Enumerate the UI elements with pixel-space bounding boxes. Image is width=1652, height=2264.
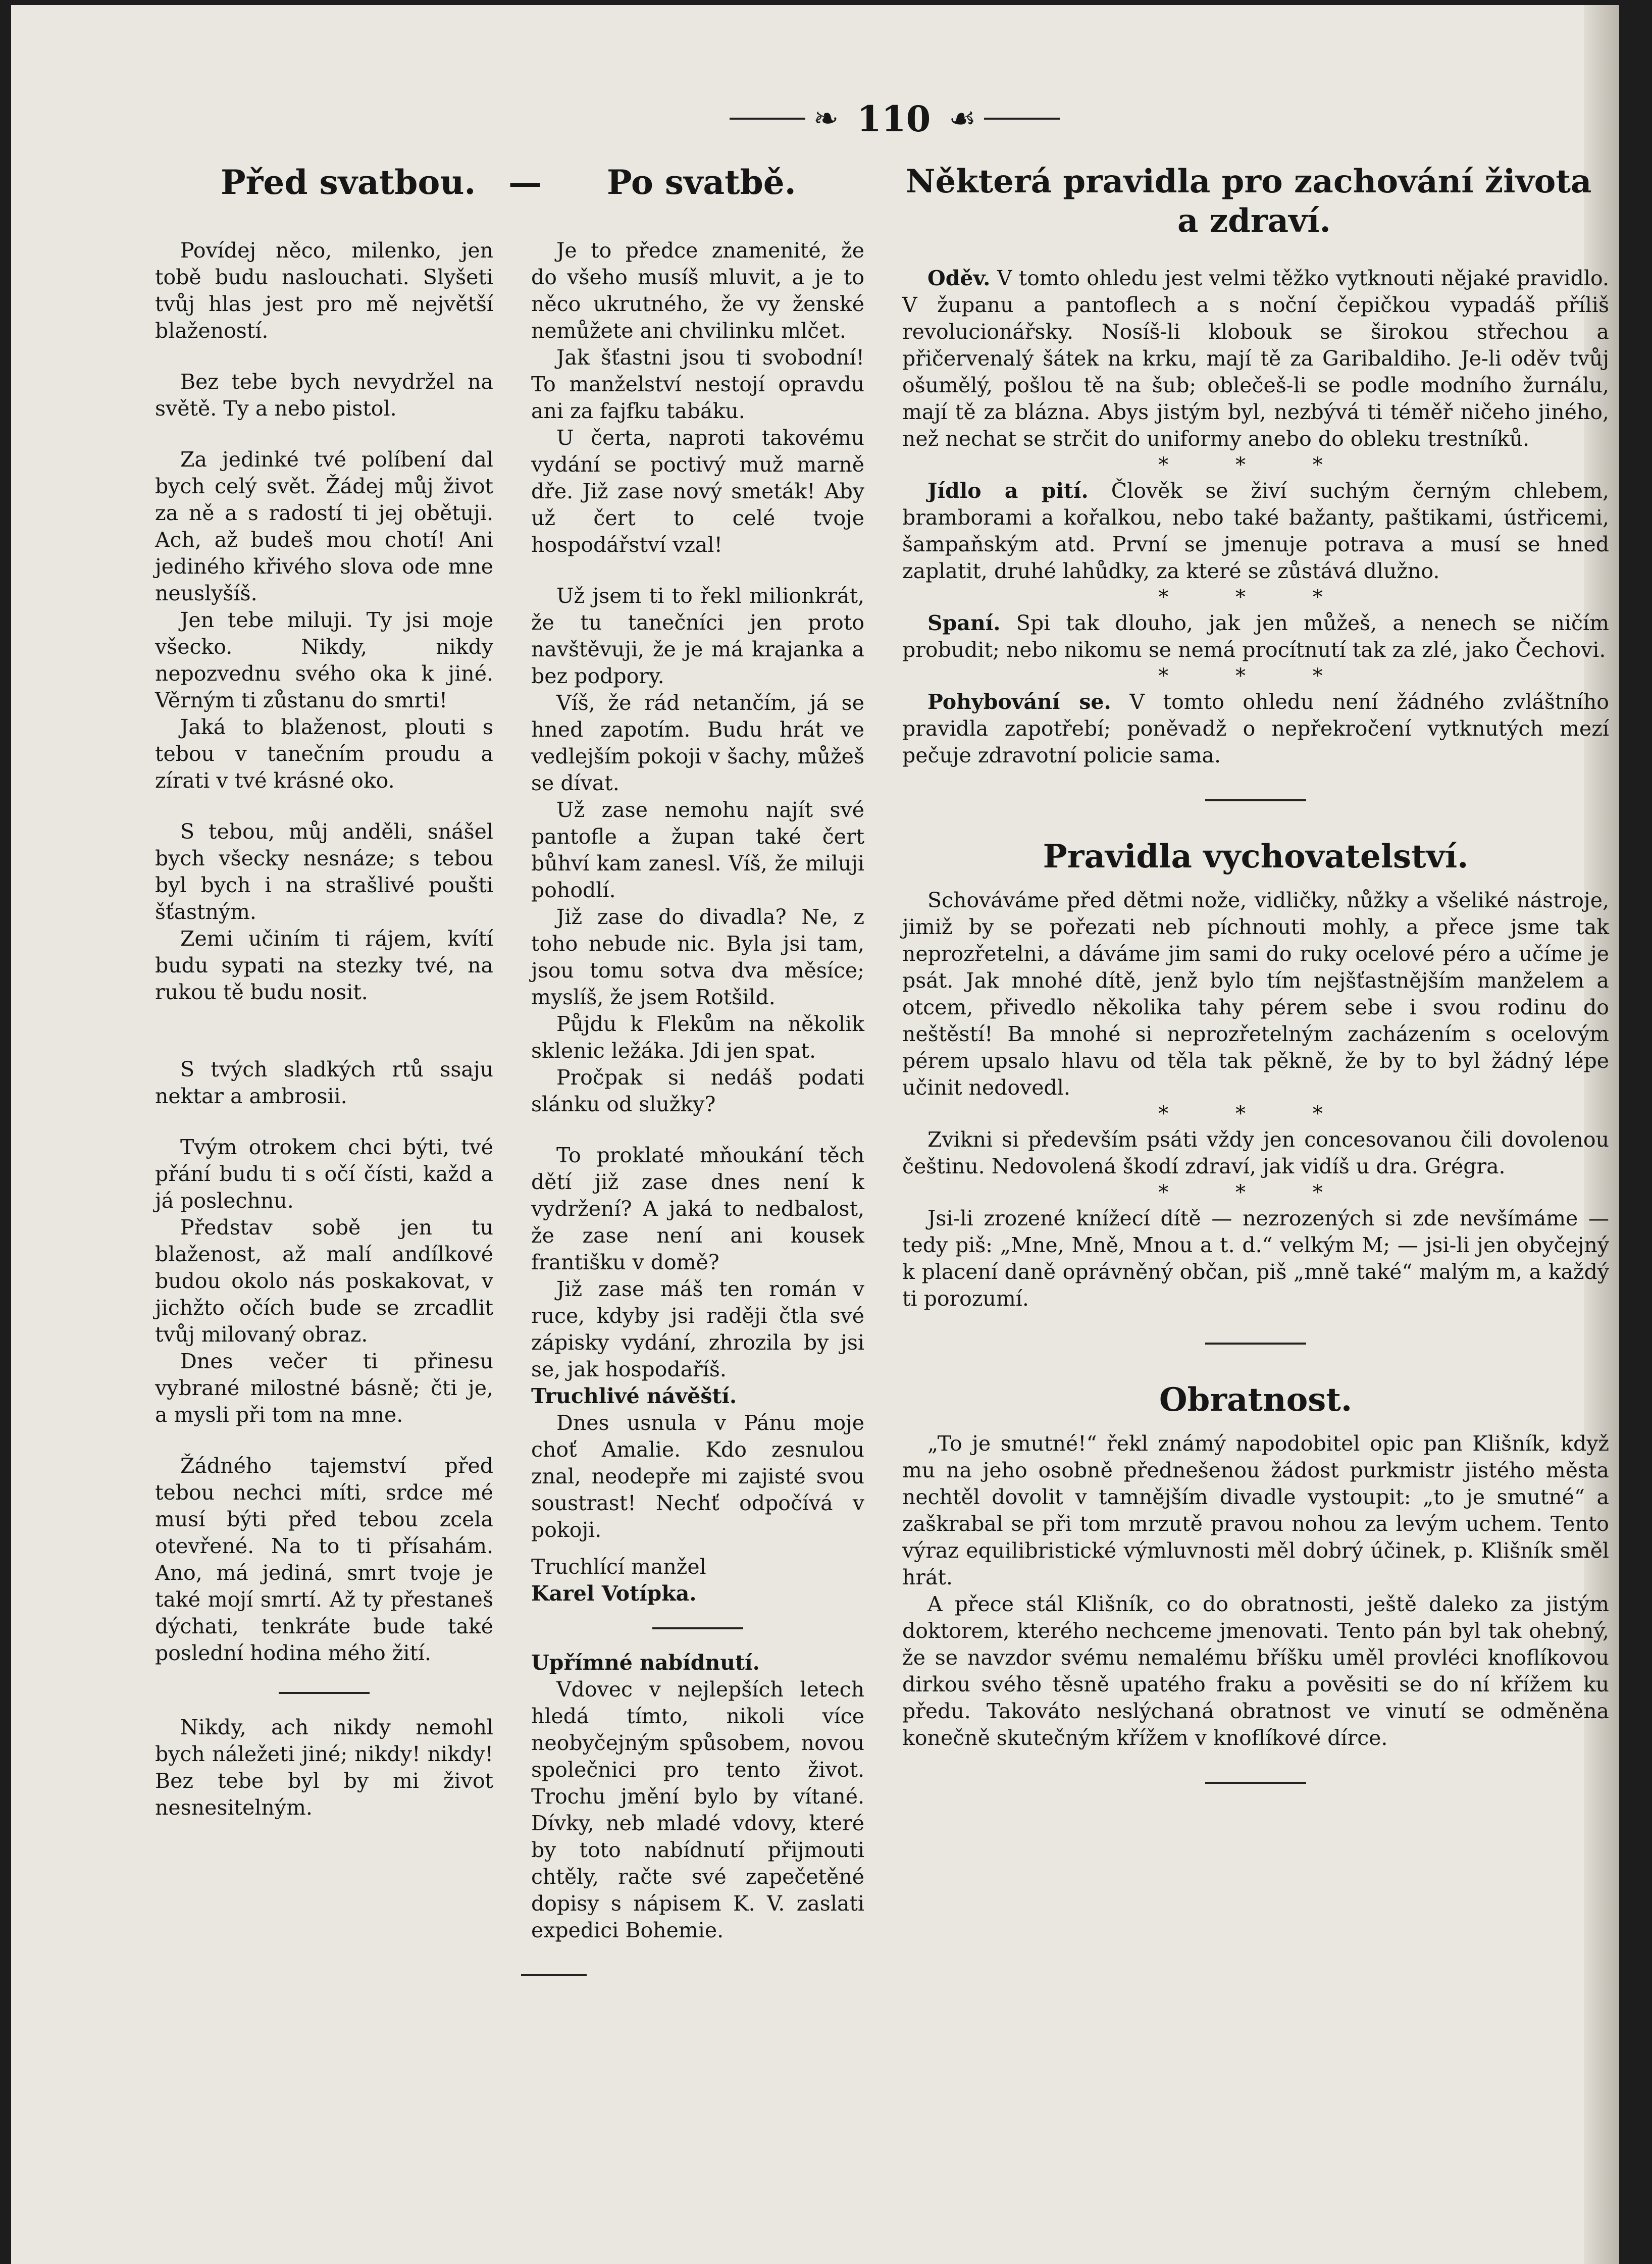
col3-end-rule [1205, 1782, 1306, 1784]
col1-paragraph: S tvých sladkých rtů ssaju nektar a ambrosii. [155, 1057, 493, 1108]
col2-paragraph: Již zase do divadla? Ne, z toho nebude nic. Byla jsi tam, jsou tomu sotva dva měsíce; myslíš, že jsem Rotšild. [531, 905, 864, 1009]
stars-separator: * * * [1158, 1181, 1353, 1204]
mourning-notice-title: Truchlivé návěští. [531, 1384, 737, 1408]
rule-lead: Jídlo a pití. [927, 479, 1089, 503]
column-before-wedding [155, 237, 493, 1821]
col2-paragraph: Víš, že rád netančím, já se hned zapotím. Budu hrát ve vedlejším pokoji v šachy, můžeš se dívat. [531, 691, 864, 795]
title-after-wedding: Po svatbě. [607, 163, 796, 202]
rule-movement [902, 689, 1609, 769]
col2-paragraph: U čerta, naproti takovému vydání se poctivý muž marně dře. Již zase nový smeták! Aby už čert to celé tvoje hospodářství vzal! [531, 426, 864, 557]
title-dash: — [508, 163, 542, 202]
col2-divider [652, 1627, 743, 1629]
newspaper-page [11, 5, 1619, 2264]
col2-paragraph: Už zase nemohu najít své pantofle a župan také čert bůhví kam zanesl. Víš, že miluji pohodlí. [531, 798, 864, 902]
col1-paragraph: Tvým otrokem chci býti, tvé přání budu ti s očí čísti, každ a já poslechnu. [155, 1135, 493, 1213]
col2-paragraph: Jak šťastni jsou ti svobodní! To manželství nestojí opravdu ani za fajfku tabáku. [531, 345, 864, 423]
title-before-wedding: Před svatbou. [221, 163, 476, 202]
rule-text: V tomto ohledu jest velmi těžko vytknouti nějaké pravidlo. V županu a pantoflech a s noční čepičkou vypadáš příliš revolucionářsky. Nosíš-li klobouk se širokou střechou a přičervenalý šátek na krku, mají tě za Garibaldiho. Je-li oděv tvůj ošumělý, pošlou tě na šub; oblečeš-li se podle modního žurnálu, mají tě za blázna. Abys jistým byl, nezbývá ti téměř ničeho jiného, než nechat se strčit do uniformy anebo do obleku trestníků. [902, 266, 1609, 451]
col1-paragraph: Nikdy, ach nikdy nemohl bych náležeti jiné; nikdy! nikdy! Bez tebe byl by mi život nesnesitelným. [155, 1715, 493, 1820]
page-number: 110 [857, 97, 931, 140]
rule-clothing [902, 265, 1609, 452]
col3-divider [1205, 1343, 1306, 1345]
page-header [683, 91, 1107, 146]
education-paragraph: Jsi-li zrozené knížecí dítě — nezrozených si zde nevšímáme — tedy piš: „Mne, Mně, Mnou a t. d.“ velkým M; — jsi-li jen obyčejný k placení daně oprávněný občan, piš „mně také“ malým m, a každý ti porozumí. [902, 1206, 1609, 1311]
education-paragraph: Schováváme před dětmi nože, vidličky, nůžky a všeliké nástroje, jimiž by se pořezati neb píchnouti mohly, a přece jsme tak neprozřetelni, a dáváme jim sami do ruky ocelové péro a učíme je psát. Jak mnohé dítě, jenž bylo tím nejšťastnějším manželem a otcem, přivedlo několika tahy pérem sebe i svou rodinu do neštěstí! Ba mnohé si neprozřetelným zacházením s ocelovým pérem upsalo hlavu od těla tak pěkně, že by to byl žádný lépe učinit nedovedl. [902, 888, 1609, 1100]
col1-paragraph: Za jedinké tvé políbení dal bych celý svět. Žádej můj život za ně a s radostí ti jej obětuji. Ach, až budeš mou chotí! Ani jediného křivého slova ode mne neuslyšíš. [155, 447, 493, 605]
col1-paragraph: Zemi učiním ti rájem, kvítí budu sypati na stezky tvé, na rukou tě budu nosit. [155, 927, 493, 1004]
col2-end-rule [521, 1974, 587, 1976]
obratnost-paragraph: „To je smutné!“ řekl známý napodobitel opic pan Klišník, když mu na jeho osobně přednešenou žádost purkmistr jistého města nechtěl dovolit v tamnějším divadle vystoupit: „to je smutné“ a zaškrabal se při tom mrzutě pravou nohou za levým uchem. Tento výraz equilibristické výmluvnosti měl dobrý účinek, p. Klišník směl hrát. [902, 1431, 1609, 1589]
rule-lead: Spaní. [927, 611, 1001, 635]
col1-paragraph: Dnes večer ti přinesu vybrané milostné básně; čti je, a mysli při tom na mne. [155, 1349, 493, 1427]
ornament-right-icon: ☙ [949, 101, 976, 136]
title-health-rules-line1: Některá pravidla pro zachování života [906, 163, 1592, 200]
title-obratnost: Obratnost. [1159, 1381, 1353, 1419]
col2-paragraph: Už jsem ti to řekl milionkrát, že tu tanečníci jen proto navštěvuji, že je má krajanka a bez podpory. [531, 584, 864, 688]
mourning-notice-text: Dnes usnula v Pánu moje choť Amalie. Kdo zesnulou znal, neodepře mi zajisté svou soustrast! Nechť odpočívá v pokoji. [531, 1411, 864, 1542]
col2-paragraph: Je to předce znamenité, že do všeho musíš mluvit, a je to něco ukrutného, že vy ženské nemůžete ani chvilinku mlčet. [531, 238, 864, 343]
col2-paragraph: To proklaté mňoukání těch dětí již zase dnes není k vydržení? A jaká to nedbalost, že zase není ani kousek františku v domě? [531, 1143, 864, 1274]
col1-paragraph: Představ sobě jen tu blaženost, až malí andílkové budou okolo nás poskakovat, v jichžto očích bude se zrcadlit tvůj milovaný obraz. [155, 1215, 493, 1347]
col3-divider [1205, 799, 1306, 801]
col1-divider [279, 1692, 370, 1694]
column-after-wedding [531, 237, 864, 1976]
header-rule-left [730, 118, 805, 120]
rule-text: Člověk se živí suchým černým chlebem, bramborami a kořalkou, nebo také bažanty, paštikami, ústřicemi, šampaňským atd. První se jmenuje potrava a musí se hned zaplatit, druhé lahůdky, za které se zůstává dlužno. [902, 479, 1609, 583]
col1-paragraph: Bez tebe bych nevydržel na světě. Ty a nebo pistol. [155, 370, 493, 421]
stars-separator: * * * [1158, 453, 1353, 477]
stars-separator: * * * [1158, 1102, 1353, 1125]
col2-paragraph: Již zase máš ten román v ruce, kdyby jsi raději čtla své zápisky vydání, zhrozila by jsi se, jak hospodaříš. [531, 1277, 864, 1381]
rule-lead: Oděv. [927, 266, 991, 290]
stars-separator: * * * [1158, 586, 1353, 609]
offer-title: Upřímné nabídnutí. [531, 1651, 760, 1675]
offer-text: Vdovec v nejlepších letech hledá tímto, nikoli více neobyčejným spůsobem, novou společnici pro tento život. Trochu jmění bylo by vítané. Dívky, neb mladé vdovy, které by toto nabídnutí přijmouti chtěly, račte své zapečetěné dopisy s nápisem K. V. zaslati expedici Bohemie. [531, 1677, 864, 1942]
column-health-rules [902, 265, 1609, 1784]
stars-separator: * * * [1158, 664, 1353, 688]
ornament-left-icon: ❧ [813, 101, 839, 136]
rule-food [902, 478, 1609, 585]
col1-paragraph: Jaká to blaženost, plouti s tebou v tanečním proudu a zírati v tvé krásné oko. [155, 715, 493, 793]
header-rule-right [984, 118, 1060, 120]
col1-paragraph: Povídej něco, milenko, jen tobě budu naslouchati. Slyšeti tvůj hlas jest pro mě největší blažeností. [155, 238, 493, 343]
col2-paragraph: Pročpak si nedáš podati slánku od služky? [531, 1065, 864, 1116]
col1-paragraph: Žádného tajemství před tebou nechci míti, srdce mé musí býti před tebou zcela otevřené. Na to ti přísahám. Ano, má jediná, smrt tvoje je také mojí smrtí. Až ty přestaneš dýchati, tenkráte bude také poslední hodina mého žití. [155, 1454, 493, 1665]
col1-paragraph: S tebou, můj anděli, snášel bych všecky nesnáze; s tebou byl bych i na strašlivé poušti šťastným. [155, 819, 493, 924]
title-health-rules-line2: a zdraví. [1177, 202, 1331, 240]
mourning-signature-name: Karel Votípka. [531, 1581, 697, 1606]
rule-text: Spi tak dlouho, jak jen můžeš, a nenech se ničím probudit; nebo nikomu se nemá procítnutí tak za zlé, jako Čechovi. [902, 611, 1609, 662]
education-paragraph: Zvikni si především psáti vždy jen concesovanou čili dovolenou češtinu. Nedovolená škodí zdraví, jak vidíš u dra. Grégra. [902, 1127, 1609, 1178]
col1-paragraph: Jen tebe miluji. Ty jsi moje všecko. Nikdy, nikdy nepozvednu svého oka k jiné. Věrným ti zůstanu do smrti! [155, 608, 493, 712]
title-education: Pravidla vychovatelství. [1043, 838, 1469, 876]
rule-sleep [902, 610, 1609, 663]
col2-paragraph: Půjdu k Flekům na několik sklenic ležáka. Jdi jen spat. [531, 1012, 864, 1063]
rule-lead: Pohybování se. [927, 690, 1111, 714]
mourning-signature-role: Truchlící manžel [531, 1555, 706, 1579]
obratnost-paragraph: A přece stál Klišník, co do obratnosti, ještě daleko za jistým doktorem, kterého nechceme jmenovati. Tento pán byl tak ohebný, že se navzdor svému nemalému bříšku uměl provléci knoflíkovou dirkou svého těsně upatého fraku a pověsiti se do ní křížem ku předu. Takováto neslýchaná obratnost ve vinutí se odměněna konečně skutečným křížem v knoflíkové dírce. [902, 1592, 1609, 1750]
rule-text: V tomto ohledu není žádného zvláštního pravidla zapotřebí; poněvadž o nepřekročení vytknutých mezí pečuje zdravotní policie sama. [902, 690, 1609, 767]
